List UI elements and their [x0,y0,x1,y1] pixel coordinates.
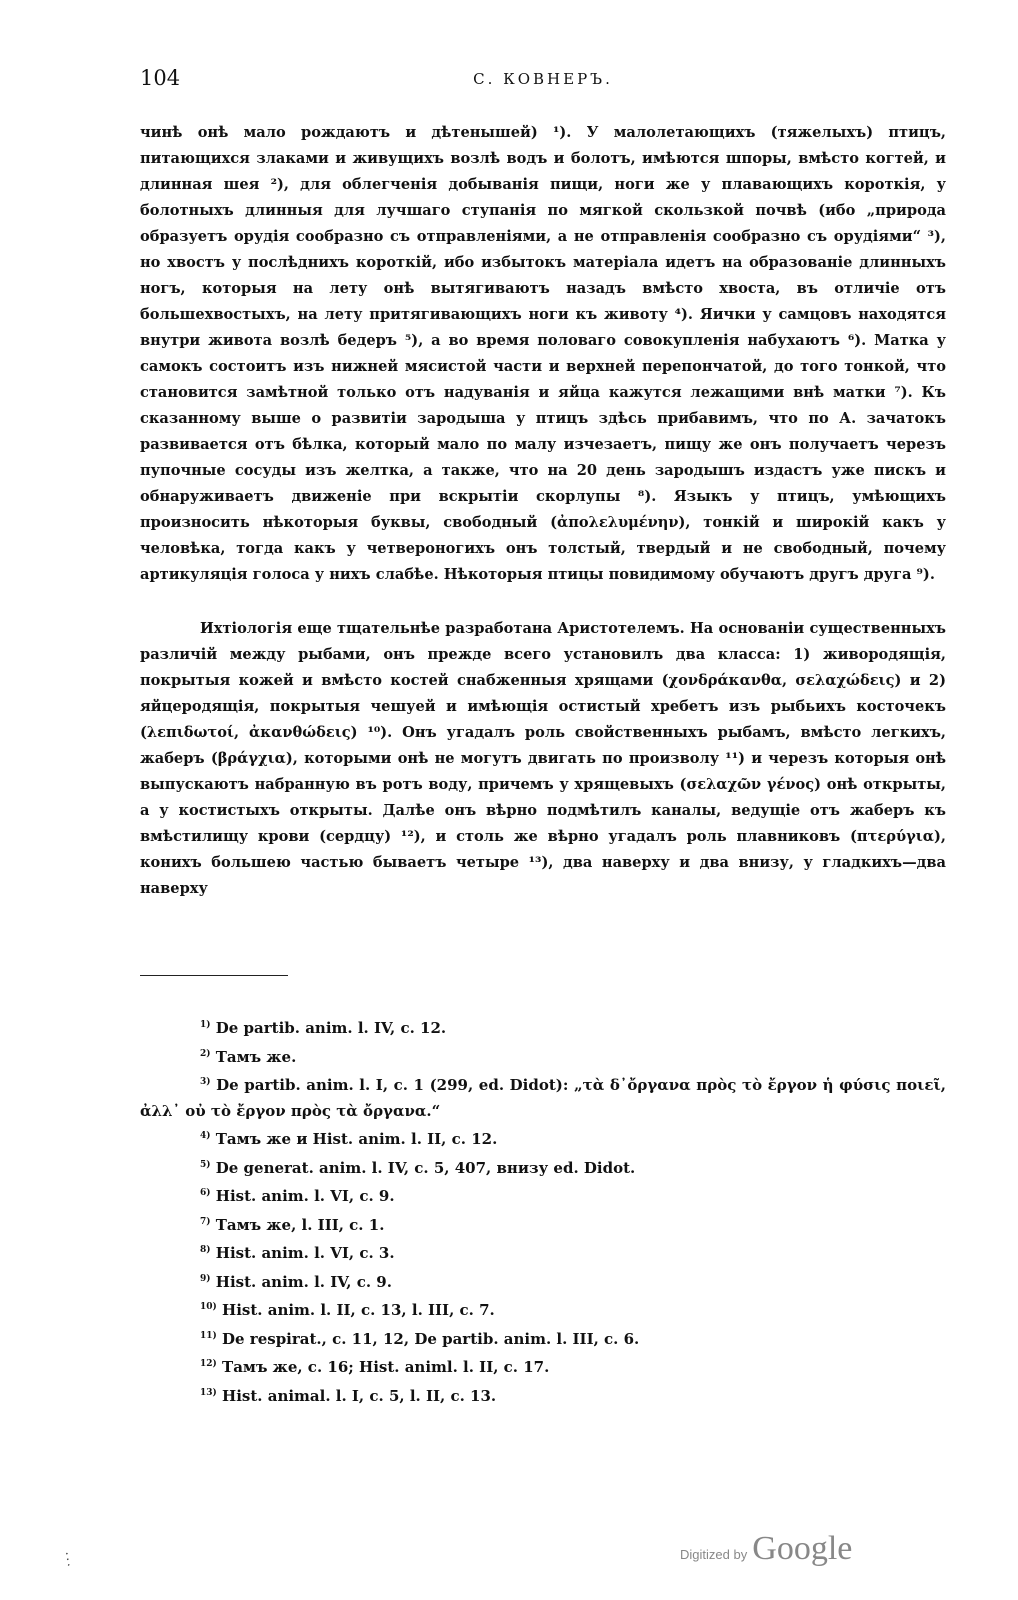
footnote-mark: 13) [200,1387,217,1398]
footnote-text: De partib. anim. l. I, c. 1 (299, ed. Didot): „τὰ δ᾽ὄργανα πρὸς τὸ ἔργον ἡ φύσις ποιεῖ, ἀλλ᾽ οὐ τὸ ἔργον πρὸς τὰ ὄργανα.“ [140,1076,946,1120]
footnote-mark: 11) [200,1330,217,1341]
footnote-mark: 2) [200,1048,211,1059]
footnote-text: De respirat., c. 11, 12, De partib. anim. l. III, c. 6. [222,1329,640,1348]
footnote [140,1153,946,1182]
footnote-divider [140,975,288,976]
paragraph-ichthyology: Ихтіологія еще тщательнѣе разработана Аристотелемъ. На основаніи существенныхъ различій между рыбами, онъ прежде всего установилъ два класса: 1) живородящія, покрытыя кожей и вмѣсто костей снабженныя хрящами (χονδράκανθα, σελαχώδεις) и 2) яйцеродящія, покрытыя чешуей и имѣющія остистый хребетъ изъ рыбьихъ косточекъ (λεπιδωτοί, ἀκανθώδεις) ¹⁰). Онъ угадалъ роль свойственныхъ рыбамъ, вмѣсто легкихъ, жаберъ (βράγχια), которыми онѣ не могутъ двигать по произволу ¹¹) и черезъ которыя онѣ выпускаютъ набранную въ ротъ воду, причемъ у хрящевыхъ (σελαχῶν γένος) онѣ открыты, а у костистыхъ открыты. Далѣе онъ вѣрно подмѣтилъ каналы, ведущіе отъ жаберъ къ вмѣстилищу крови (сердцу) ¹²), и столь же вѣрно угадалъ роль плавниковъ (πτερύγια), конихъ большею частью бываетъ четыре ¹³), два наверху и два внизу, у гладкихъ—два наверху [140,620,946,897]
footnote-text: Тамъ же. [215,1047,297,1066]
footnote-mark: 9) [200,1273,211,1284]
footnote-text: Тамъ же, c. 16; Hist. animl. l. II, c. 17. [222,1358,550,1376]
footnote [140,1295,946,1324]
paragraph-birds: чинѣ онѣ мало рождаютъ и дѣтенышей) ¹). У малолетающихъ (тяжелыхъ) птицъ, питающихся злаками и живущихъ возлѣ водъ и болотъ, имѣются шпоры, вмѣсто когтей, и длинная шея ²), для облегченія добыванія пищи, ноги же у плавающихъ короткія, у болотныхъ длинныя для лучшаго ступанія по мягкой скользкой почвѣ (ибо „природа образуетъ орудія сообразно съ отправленіями, а не отправленія сообразно съ орудіями“ ³), но хвостъ у послѣднихъ короткій, ибо избытокъ матеріала идетъ на образованіе длинныхъ ногъ, которыя на лету онѣ вытягиваютъ назадъ вмѣсто хвоста, въ отличіе отъ большехвостыхъ, на лету притягивающихъ ноги къ животу ⁴). Яички у самцовъ находятся внутри живота возлѣ бедеръ ⁵), а во время половаго совокупленія набухаютъ ⁶). Матка у самокъ состоитъ изъ нижней мясистой части и верхней перепончатой, до того тонкой, что становится замѣтной только отъ надуванія и яйца кажутся лежащими внѣ матки ⁷). Къ сказанному выше о развитіи зародыша у птицъ здѣсь прибавимъ, что по А. зачатокъ развивается отъ бѣлка, который мало по малу изчезаетъ, пищу же онъ получаетъ черезъ пупочные сосуды изъ желтка, а также, что на 20 день зародышъ издастъ уже пискъ и обнаруживаетъ движеніе при вскрытіи скорлупы ⁸). Языкъ у птицъ, умѣющихъ произносить нѣкоторыя буквы, свободный (ἀπολελυμένην), тонкій и широкій какъ у человѣка, тогда какъ у четвероногихъ онъ толстый, твердый и не свободный, почему артикуляція голоса у нихъ слабѣе. Нѣкоторыя птицы повидимому обучаютъ другъ друга ⁹). [140,124,946,583]
footnote [140,1324,946,1353]
footnote [140,1070,946,1124]
footnote [140,1381,946,1410]
footnote-mark: 3) [200,1077,211,1087]
footnote-text: Тамъ же, l. III, c. 1. [215,1215,385,1234]
footnote-mark: 8) [200,1245,211,1255]
footnote-text: Hist. anim. l. VI, c. 3. [215,1244,395,1262]
footnote-text: De partib. anim. l. IV, c. 12. [215,1019,447,1037]
digitized-watermark [680,1530,852,1568]
footnote-mark: 10) [200,1302,217,1312]
footnote-text: Тамъ же и Hist. anim. l. II, c. 12. [215,1130,498,1148]
footnote-mark: 5) [200,1159,211,1170]
footnote-text: Hist. anim. l. IV, c. 9. [215,1272,392,1291]
footnote-mark: 12) [200,1359,217,1369]
footnote-mark: 1) [200,1020,211,1030]
footnote [140,1124,946,1153]
footnote-text: De generat. anim. l. IV, c. 5, 407, внизу ed. Didot. [215,1158,636,1177]
footnote-mark: 4) [200,1131,211,1141]
running-head: С. КОВНЕРЪ. [473,70,613,88]
google-logo: Google [752,1530,853,1567]
body-text [140,120,946,902]
footnote [140,1267,946,1296]
footnote [140,1238,946,1267]
footnote [140,1210,946,1239]
footnote-text: Hist. anim. l. II, c. 13, l. III, c. 7. [222,1301,495,1319]
footnotes [140,1013,946,1409]
watermark-prefix: Digitized by [680,1547,748,1562]
page-header [140,66,946,106]
footnote [140,1042,946,1071]
footnote-text: Hist. anim. l. VI, c. 9. [215,1187,395,1205]
footnote [140,1181,946,1210]
footnote-text: Hist. animal. l. I, c. 5, l. II, c. 13. [222,1386,497,1405]
footnote [140,1352,946,1381]
footnote [140,1013,946,1042]
footnote-mark: 6) [200,1188,211,1198]
page-number: 104 [140,66,181,90]
scan-artifact-mark: ⋱ [59,1549,77,1569]
footnote-mark: 7) [200,1216,211,1227]
